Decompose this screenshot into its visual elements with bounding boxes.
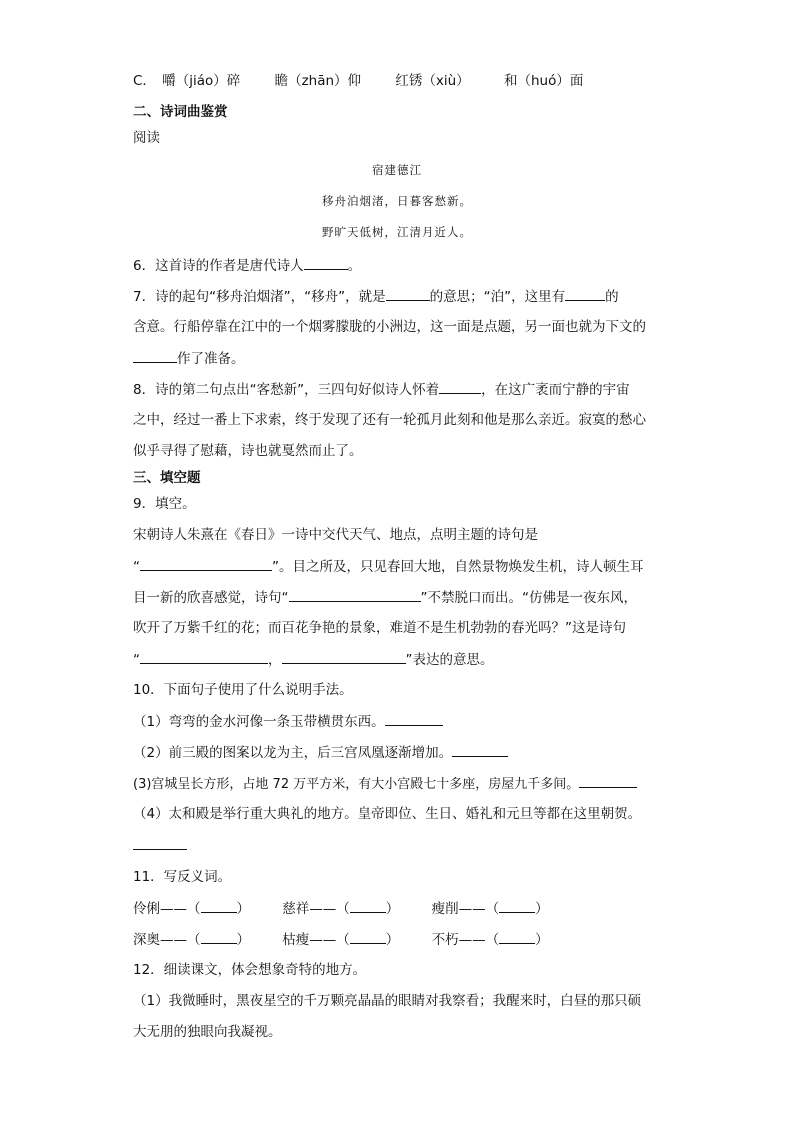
question-10-item-blank <box>133 836 187 855</box>
antonym-word: 深奥——（ <box>133 932 201 948</box>
question-text: ”。目之所及，只见春回大地，自然景物焕发生机，诗人顿生耳 <box>272 559 644 575</box>
option-item: 瞻（zhān）仰 <box>274 73 362 89</box>
answer-blank[interactable] <box>133 349 177 363</box>
question-text: 的 <box>605 289 619 305</box>
answer-blank[interactable] <box>565 287 605 301</box>
question-text: （1）弯弯的金水河像一条玉带横贯东西。 <box>133 714 385 730</box>
question-text: 之中，经过一番上下求索，终于发现了还有一轮孤月此刻和他是那么亲近。寂寞的愁心 <box>133 412 646 428</box>
poem-line: 野旷天低树，江清月近人。 <box>322 225 472 239</box>
answer-blank[interactable] <box>304 256 348 270</box>
question-9-head: 9．填空。 <box>133 496 196 512</box>
antonym-row <box>133 899 549 918</box>
poem-line: 移舟泊烟渚，日暮客愁新。 <box>322 194 472 208</box>
question-text: (3)宫城呈长方形，占地 72 万平方米，有大小宫殿七十多座，房屋九千多间。 <box>133 777 580 792</box>
answer-blank[interactable] <box>385 712 443 726</box>
question-text: “ <box>133 559 140 575</box>
option-item: 红锈（xiù） <box>395 73 470 89</box>
question-8 <box>133 380 630 399</box>
question-9-line2 <box>133 557 644 576</box>
section-title: 三、填空题 <box>133 470 201 486</box>
question-text: 含意。行船停靠在江中的一个烟雾朦胧的小洲边，这一面是点题，另一面也就为下文的 <box>133 319 646 335</box>
question-text: 作了准备。 <box>177 351 245 367</box>
answer-blank[interactable] <box>282 650 406 664</box>
question-11-head: 11．写反义词。 <box>133 869 232 885</box>
question-text: “ <box>133 652 140 668</box>
answer-blank[interactable] <box>140 650 268 664</box>
answer-blank[interactable] <box>350 930 386 944</box>
option-item: 和（huó）面 <box>503 73 584 89</box>
question-7-line3 <box>133 349 245 368</box>
question-10-head: 10．下面句子使用了什么说明手法。 <box>133 682 353 698</box>
antonym-word: 瘦削——（ <box>431 901 500 917</box>
paren-close: ） <box>535 901 549 917</box>
answer-blank[interactable] <box>499 930 535 944</box>
question-text: 大无朋的独眼向我凝视。 <box>133 1024 282 1040</box>
paren-close: ） <box>236 932 250 948</box>
question-text: 7．诗的起句“移舟泊烟渚”，“移舟”，就是 <box>133 289 386 305</box>
question-9-line5 <box>133 650 494 669</box>
paren-close: ） <box>236 901 250 917</box>
question-text: 8．诗的第二句点出“客愁新”，三四句好似诗人怀着 <box>133 382 440 398</box>
antonym-word: 不朽——（ <box>431 932 500 948</box>
antonym-word: 伶俐——（ <box>133 901 201 917</box>
question-text: ”不禁脱口而出。“仿佛是一夜东风， <box>420 590 637 606</box>
answer-blank[interactable] <box>579 774 637 788</box>
question-10-item <box>133 743 508 762</box>
question-text: （2）前三殿的图案以龙为主，后三宫凤凰逐渐增加。 <box>133 745 453 761</box>
paren-close: ） <box>385 932 400 948</box>
answer-blank[interactable] <box>201 899 237 913</box>
answer-blank[interactable] <box>350 899 386 913</box>
question-text: 似乎寻得了慰藉，诗也就戛然而止了。 <box>133 443 363 459</box>
question-text: 6．这首诗的作者是唐代诗人 <box>133 258 304 274</box>
question-10-item <box>133 712 443 731</box>
question-text: （1）我微睡时，黑夜星空的千万颗亮晶晶的眼睛对我察看；我醒来时，白昼的那只硕 <box>133 993 642 1009</box>
read-instruction: 阅读 <box>133 130 160 146</box>
option-item: 嚼（jiáo）碎 <box>162 73 241 89</box>
question-text: 目一新的欣喜感觉，诗句“ <box>133 590 289 606</box>
question-text: ， <box>268 652 282 668</box>
question-12-head: 12．细读课文，体会想象奇特的地方。 <box>133 962 367 978</box>
section-title: 二、诗词曲鉴赏 <box>133 104 228 120</box>
poem-title: 宿建德江 <box>372 163 422 177</box>
question-text: 。 <box>347 258 362 274</box>
answer-blank[interactable] <box>499 899 535 913</box>
question-text: 吹开了万紫千红的花；而百花争艳的景象，难道不是生机勃勃的春光吗？”这是诗句 <box>133 620 626 636</box>
answer-blank[interactable] <box>140 557 272 571</box>
antonym-row <box>133 930 549 949</box>
question-text: 的意思；“泊”，这里有 <box>429 289 566 305</box>
question-7 <box>133 287 619 306</box>
paren-close: ） <box>385 901 400 917</box>
answer-blank[interactable] <box>201 930 237 944</box>
answer-blank[interactable] <box>289 588 421 602</box>
answer-blank[interactable] <box>439 380 481 394</box>
q5-option-c <box>133 72 583 90</box>
question-text: ，在这广袤而宁静的宇宙 <box>481 382 630 398</box>
answer-blank[interactable] <box>452 743 508 757</box>
answer-blank[interactable] <box>386 287 430 301</box>
question-text: 宋朝诗人朱熹在《春日》一诗中交代天气、地点，点明主题的诗句是 <box>133 527 538 543</box>
question-6 <box>133 256 361 275</box>
question-10-item <box>133 774 637 794</box>
question-10-item: （4）太和殿是举行重大典礼的地方。皇帝即位、生日、婚礼和元旦等都在这里朝贺。 <box>133 806 642 822</box>
antonym-word: 枯瘦——（ <box>282 932 350 948</box>
question-text: ”表达的意思。 <box>405 652 494 668</box>
paren-close: ） <box>535 932 549 948</box>
antonym-word: 慈祥——（ <box>282 901 350 917</box>
answer-blank[interactable] <box>133 836 187 850</box>
option-label: C． <box>133 73 156 89</box>
question-9-line3 <box>133 588 637 607</box>
